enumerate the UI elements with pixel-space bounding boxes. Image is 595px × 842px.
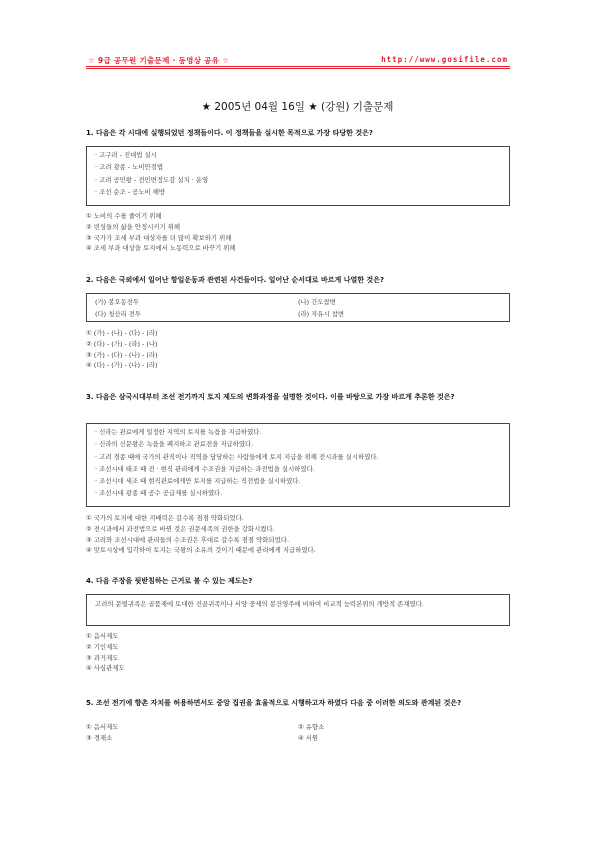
option[interactable]: ① (가) - (나) - (다) - (라): [86, 329, 158, 337]
option[interactable]: ① 음서제도: [86, 632, 119, 640]
question-1-options: [86, 211, 510, 254]
option[interactable]: ② 기인제도: [86, 642, 119, 651]
option[interactable]: ④ 조세 부과 대상을 토지에서 노동력으로 바꾸기 위해: [86, 244, 236, 253]
option[interactable]: ④ (다) - (가) - (나) - (라): [86, 361, 158, 370]
box-item: (나) 간도참변: [298, 298, 336, 306]
option[interactable]: ④ 맞토시상에 입각하여 토지는 국왕의 소유의 것이기 때문에 관리에게 지급하였다.: [86, 546, 316, 555]
box-item: (가) 봉오동전투: [95, 298, 140, 306]
box-line: · 조선시대 세조 때 현직관료에게만 토지를 지급하는 직전법을 실시하였다.: [95, 477, 301, 486]
box-line: · 고구려 - 진대법 실시: [95, 151, 157, 159]
box-line: · 조선 순조 - 공노비 해방: [95, 187, 166, 196]
box-line: · 고려 공민왕 - 전민변정도감 설치 · 운영: [95, 175, 209, 184]
box-line: · 고려 경종 때에 국가의 관직이나 직역을 담당하는 사람들에게 토지 지급을 위해 전시과를 실시하였다.: [95, 452, 379, 461]
option[interactable]: ① 국가의 토지에 대한 지배력은 갈수록 점점 약화되었다.: [86, 514, 244, 522]
question-4-box: [86, 594, 510, 626]
option[interactable]: ③ 과거제도: [86, 653, 119, 662]
option[interactable]: ① 노비의 수를 줄이기 위해: [86, 212, 162, 220]
question-5-options: [86, 722, 510, 744]
question-3-text: 3. 다음은 삼국시대부터 조선 전기까지 토지 제도의 변화과정을 설명한 것이다. 이를 바탕으로 가장 바르게 추론한 것은?: [86, 393, 455, 401]
header-divider-top: [86, 66, 510, 67]
option[interactable]: ④ 사심관제도: [86, 664, 125, 673]
box-line: · 조선시대 광종 때 공수 공급제를 실시하였다.: [95, 489, 223, 498]
option[interactable]: ③ 국가가 조세 부과 대상자를 더 많이 확보하기 위해: [86, 233, 232, 242]
option[interactable]: ② 전시과에서 과전법으로 바뀐 것은 권문세족의 권한을 강화시켰다.: [86, 524, 275, 533]
question-3-options: [86, 513, 510, 556]
option[interactable]: ③ (가) - (다) - (나) - (라): [86, 350, 158, 359]
box-line: · 신라의 신문왕은 녹읍을 폐지하고 관료전을 지급하였다.: [95, 440, 254, 449]
question-2-text: 2. 다음은 국외에서 일어난 항일운동과 관련된 사건들이다. 일어난 순서대로 바르게 나열한 것은?: [86, 276, 385, 284]
question-1-box: [86, 146, 510, 206]
question-4-text: 4. 다음 주장을 뒷받침하는 근거로 볼 수 있는 제도는?: [86, 577, 253, 585]
option[interactable]: ④ 서원: [298, 733, 319, 742]
box-line: · 신라는 관료에게 일정한 지역의 토지를 녹읍을 지급하였다.: [95, 428, 262, 436]
option[interactable]: ① 음서제도: [86, 723, 119, 731]
box-line: · 고려 광종 - 노비안검법: [95, 163, 164, 172]
header-left-text: ☆ 9급 공무원 기출문제 · 동영상 공유 ☆: [88, 56, 230, 65]
option[interactable]: ② 빈성들의 삶을 안정시키기 위해: [86, 222, 181, 231]
box-line: · 조선시대 태조 때 전 · 현직 관리에게 수조권을 지급하는 과전법을 실시하였다.: [95, 464, 315, 473]
question-4-options: [86, 631, 510, 674]
option[interactable]: ② 유향소: [298, 723, 325, 731]
question-1-text: 1. 다음은 각 시대에 실행되었던 정책들이다. 이 정책들을 실시한 목적으로 가장 타당한 것은?: [86, 129, 373, 137]
box-item: (라) 자유시 참변: [298, 310, 345, 319]
question-2-options: [86, 328, 510, 371]
option[interactable]: ③ 고려와 조선시대에 관리들의 수조권은 후대로 갈수록 점점 약화되었다.: [86, 535, 290, 544]
header-divider-bottom: [86, 68, 510, 69]
question-2-box: [86, 293, 510, 322]
question-5-text: 5. 조선 전기에 향촌 자치를 허용하면서도 중앙 집권을 효율적으로 시행하고자 하였다 다음 중 이러한 의도와 관계된 것은?: [86, 699, 462, 707]
box-item: (다) 청산리 전투: [95, 310, 142, 319]
page-title: ★ 2005년 04월 16일 ★ (강원) 기출문제: [201, 101, 394, 113]
question-3-box: [86, 423, 510, 507]
header-url-link[interactable]: http://www.gosifile.com: [381, 55, 508, 64]
box-paragraph: 고려의 문벌귀족은 골품제에 토대한 진골귀족이나 서양 중세의 봉건영주에 비하여 비교적 능력본위의 개방적 존재였다.: [95, 600, 424, 608]
option[interactable]: ② (다) - (가) - (라) - (나): [86, 339, 158, 348]
option[interactable]: ③ 경재소: [86, 733, 113, 742]
